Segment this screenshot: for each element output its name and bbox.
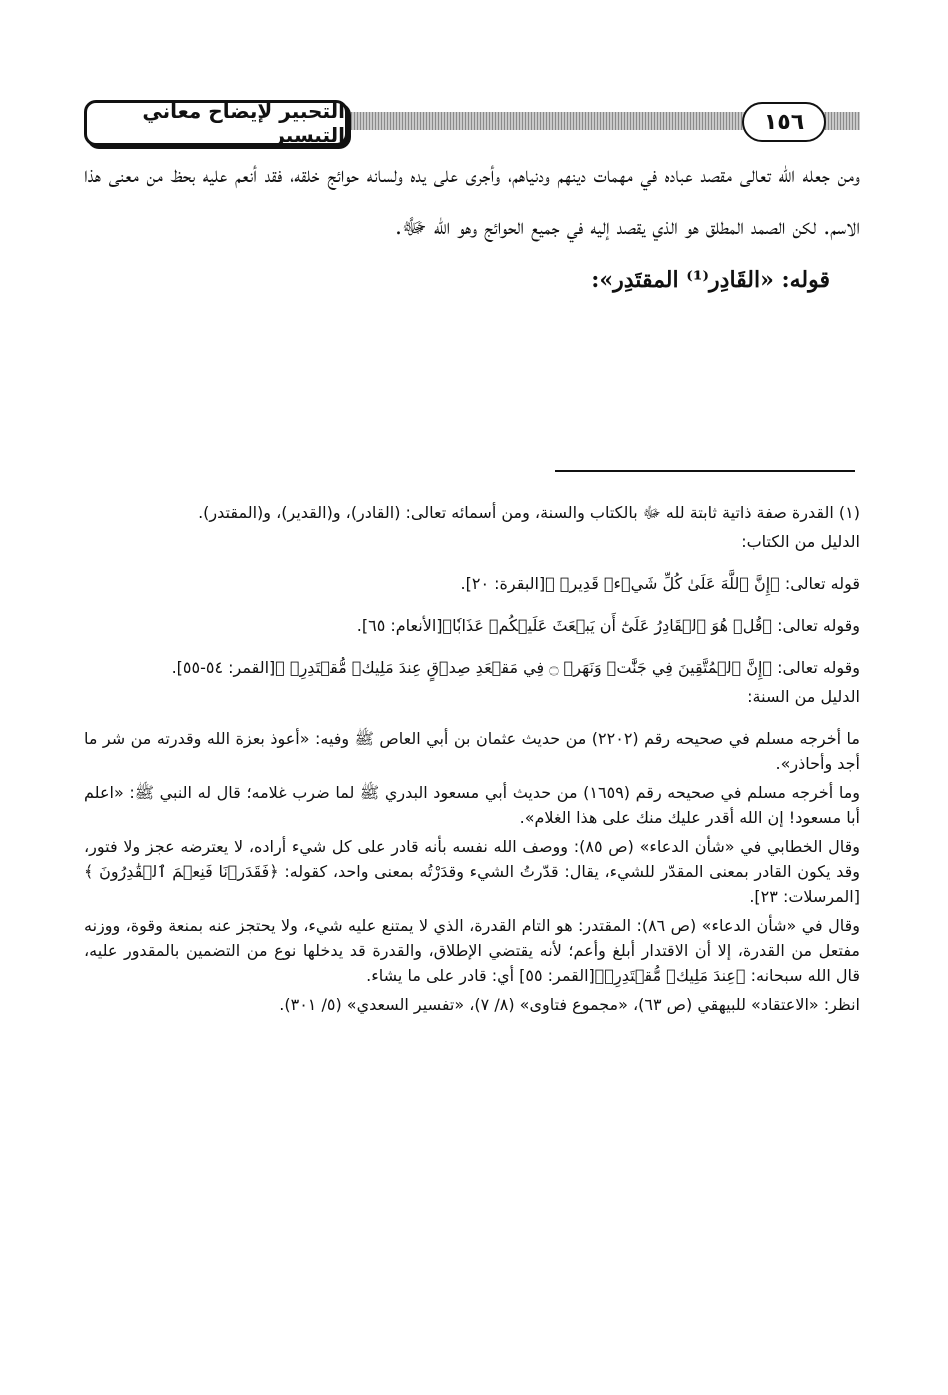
footnote-verse-baqarah: قوله تعالى: ﴿إِنَّ ٱللَّهَ عَلَىٰ كُلِّ شَيۡءٖ قَدِيرٞ ﴾[البقرة: ٢٠]. (460, 574, 860, 593)
footnote-1: (١) القدرة صفة ذاتية ثابتة لله ﷻ بالكتاب والسنة، ومن أسمائه تعالى: (القادر)، و(القدير)، و(المقتدر). (198, 503, 860, 522)
footnotes (84, 500, 860, 1034)
main-text (84, 150, 860, 306)
page-number: ١٥٦ (742, 102, 826, 142)
book-title: التحبير لإيضاح معاني التيسير (84, 100, 348, 146)
footnote-hadith-1: ما أخرجه مسلم في صحيحه رقم (٢٢٠٢) من حديث عثمان بن أبي العاص ﷺ وفيه: «أعوذ بعزة الله وقدرته من شر ما أجد وأحاذر». (84, 729, 860, 773)
footnote-separator (555, 470, 855, 472)
footnote-quran-heading: الدليل من الكتاب: (741, 532, 860, 551)
footnote-sunnah-heading: الدليل من السنة: (747, 687, 860, 706)
footnote-khattabi-2: وقال في «شأن الدعاء» (ص ٨٦): المقتدر: هو التام القدرة، الذي لا يمتنع عليه شيء، ولا يحتجز عنه بمنعة وقوة، ووزنه مفتعل من القدرة، إلا أن الاقتدار أبلغ وأعم؛ لأنه يقتضي الإطلاق، والقدرة قد يدخلها نوع من التضمين بالمقدور عليه، قال الله سبحانه: ﴿عِندَ مَلِيكٖ مُّقۡتَدِرِۭ﴾[القمر: ٥٥] أي: قادر على ما يشاء. (84, 916, 860, 985)
footnote-verse-anam: وقوله تعالى: ﴿قُلۡ هُوَ ٱلۡقَادِرُ عَلَىٰٓ أَن يَبۡعَثَ عَلَيۡكُمۡ عَذَابٗا﴾[الأنعام: ٦٥]. (356, 616, 860, 635)
page-header (84, 96, 860, 146)
footnote-khattabi-1: وقال الخطابي في «شأن الدعاء» (ص ٨٥): ووصف الله نفسه بأنه قادر على كل شيء أراده، لا يعترضه عجز ولا فتور، وقد يكون القادر بمعنى المقدّر للشيء، يقال: قدّرتُ الشيء وقدَرْتُه بمعنى واحد، كقوله: ﴿فَقَدَرۡنَا فَنِعۡمَ ٱلۡقَٰدِرُونَ ﴾[المرسلات: ٢٣]. (84, 837, 860, 906)
footnote-verse-qamar: وقوله تعالى: ﴿إِنَّ ٱلۡمُتَّقِينَ فِي جَنَّٰتٖ وَنَهَرٖ ۝ فِي مَقۡعَدِ صِدۡقٍ عِندَ مَلِيكٖ مُّقۡتَدِرِۭ ﴾[القمر: ٥٤-٥٥]. (171, 658, 860, 677)
footnote-hadith-2: وما أخرجه مسلم في صحيحه رقم (١٦٥٩) من حديث أبي مسعود البدري ﷺ لما ضرب غلامه؛ قال له النبي ﷺ: «اعلم أبا مسعود! إن الله أقدر عليك منك على هذا الغلام». (84, 783, 860, 827)
footnote-references: انظر: «الاعتقاد» للبيهقي (ص ٦٣)، «مجموع فتاوى» (٨/ ٧)، «تفسير السعدي» (٥/ ٣٠١). (279, 995, 860, 1014)
body-paragraph: ومن جعله الله تعالى مقصد عباده في مهمات دينهم ودنياهم، وأجرى على يده ولسانه حوائج خلقه، فقد أنعم عليه بحظ من معنى هذا الاسم. لكن الصمد المطلق هو الذي يقصد إليه في جميع الحوائج وهو الله ﷻ. (84, 163, 860, 240)
section-heading: قوله: «القَادِر⁽¹⁾ المقتَدِر»: (591, 267, 830, 293)
